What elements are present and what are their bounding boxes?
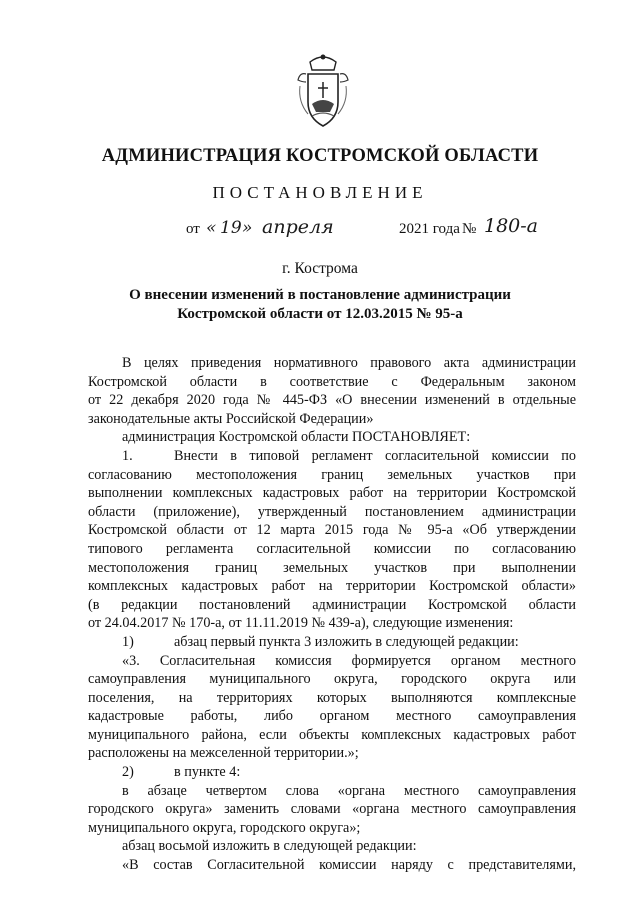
subject-line: Костромской области от 12.03.2015 № 95-а [177, 306, 463, 322]
body-line: типового регламента согласительной комиссии по согласованию [88, 540, 576, 557]
body-line: комплексных кадастровых работ на территории Костромской области» [88, 578, 576, 595]
body-line: «3. Согласительная комиссия формируется органом местного [122, 652, 576, 669]
document-number: 180-а [484, 215, 539, 237]
body-line: муниципального округа, городского округа»; [88, 819, 361, 836]
city: г. Кострома [282, 260, 358, 277]
body-line: (в редакции постановлений администрации Костромской области [88, 596, 576, 613]
body-line-numbered [88, 763, 576, 782]
body-line: Костромской области в соответствие с Федеральным законом [88, 373, 576, 390]
body-line: законодательные акты Российской Федерации» [88, 410, 374, 427]
body-line: поселения, на территориях которых выполняются комплексные [88, 689, 576, 706]
number-sign: № [462, 221, 477, 237]
date-quote-close: » [242, 218, 253, 238]
body-line: от 24.04.2017 № 170-а, от 11.11.2019 № 439-а), следующие изменения: [88, 615, 514, 632]
body-line: муниципального района, если объекты комплексных кадастровых работ [88, 726, 576, 743]
date-quote-open: « [206, 218, 217, 238]
body-line: Костромской области от 12 марта 2015 года № 95-а «Об утверждении [88, 522, 576, 539]
body-line: согласованию местоположения границ земельных участков при [88, 466, 576, 483]
body-line: В целях приведения нормативного правового акта администрации [122, 355, 576, 371]
document-body [88, 354, 576, 875]
organization-name: АДМИНИСТРАЦИЯ КОСТРОМСКОЙ ОБЛАСТИ [101, 146, 539, 166]
body-line-numbered [88, 633, 576, 652]
body-line: выполнении комплексных кадастровых работ на территории Костромской [88, 485, 576, 502]
body-line: от 22 декабря 2020 года № 445-ФЗ «О внесении изменений в отдельные [88, 392, 576, 409]
body-line: самоуправления муниципального округа, городского округа или [88, 671, 576, 688]
list-number: 2) [122, 764, 134, 781]
body-line: расположены на межселенной территории.»; [88, 745, 359, 762]
list-number: 1. [122, 447, 133, 464]
body-line: кадастровые работы, либо органом местного самоуправления [88, 708, 576, 725]
body-line-text: абзац первый пункта 3 изложить в следующей редакции: [174, 633, 519, 650]
body-line-numbered [88, 447, 576, 466]
date-prefix: от [186, 221, 200, 237]
body-line-text: Внести в типовой регламент согласительной комиссии по [174, 447, 576, 464]
body-line: администрация Костромской области ПОСТАНОВЛЯЕТ: [122, 429, 471, 446]
date-year: 2021 года [399, 221, 460, 237]
body-line: местоположения границ земельных участков при выполнении [88, 559, 576, 576]
subject-line: О внесении изменений в постановление администрации [129, 287, 511, 303]
document-type: ПОСТАНОВЛЕНИЕ [212, 183, 428, 202]
date-day: 19 [220, 218, 242, 238]
body-line: городского округа» заменить словами «органа местного самоуправления [88, 801, 576, 818]
document-subject [0, 286, 640, 324]
coat-of-arms-emblem [296, 52, 350, 130]
date-month: апреля [262, 216, 334, 238]
list-number: 1) [122, 633, 134, 650]
body-line: в абзаце четвертом слова «органа местного самоуправления [122, 782, 576, 799]
body-line: «В состав Согласительной комиссии наряду с представителями, [122, 857, 576, 874]
body-line-text: в пункте 4: [174, 764, 241, 781]
body-line: области (приложение), утвержденный постановлением администрации [88, 503, 576, 520]
body-line: абзац восьмой изложить в следующей редакции: [122, 838, 417, 855]
